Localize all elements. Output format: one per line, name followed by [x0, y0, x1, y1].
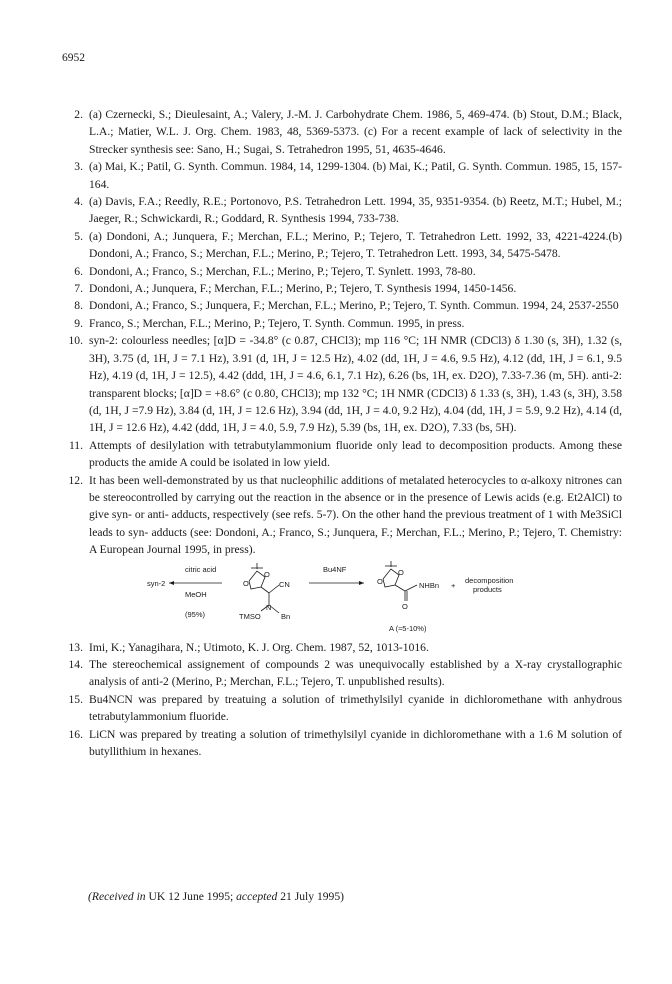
reference-item: [62, 726, 622, 761]
reference-item: [62, 691, 622, 726]
reference-item: [62, 332, 622, 436]
reference-item: [62, 656, 622, 691]
carbonyl-oxygen: O: [402, 601, 408, 611]
ring-oxygen-2: O: [243, 578, 249, 588]
reference-text: Dondoni, A.; Franco, S.; Junquera, F.; Merchan, F.L.; Merino, P.; Tejero, T. Synth. Commun. 1994, 24, 2537-2550: [89, 299, 619, 313]
received-prefix: (Received in: [88, 890, 149, 903]
reference-text: Dondoni, A.; Franco, S.; Merchan, F.L.; Merino, P.; Tejero, T. Synlett. 1993, 78-80.: [89, 264, 476, 278]
reference-text: Bu4NCN was prepared by treatuing a solution of trimethylsilyl cyanide in dichloromethane with anhydrous tetrabutylammonium fluoride.: [89, 692, 622, 724]
nitrogen-label: N: [266, 602, 272, 612]
reference-number: 15.: [68, 692, 83, 706]
reference-number: 12.: [68, 473, 83, 487]
accepted-label: accepted: [236, 890, 278, 903]
reference-number: 2.: [74, 108, 83, 121]
reference-item: [62, 315, 622, 332]
reference-text: Attempts of desilylation with tetrabutylammonium fluoride only lead to decomposition products. Among these products the amide A could be isolated in low yield.: [89, 438, 622, 470]
received-date: 12 June 1995;: [165, 890, 237, 903]
reference-item: [62, 106, 622, 158]
reference-item: [62, 437, 622, 472]
reference-text: (a) Mai, K.; Patil, G. Synth. Commun. 1984, 14, 1299-1304. (b) Mai, K.; Patil, G. Synth. Commun. 1985, 15, 157-164.: [89, 160, 622, 191]
reaction-scheme: [89, 559, 622, 639]
reference-text: syn-2: colourless needles; [α]D = -34.8° (c 0.87, CHCl3); mp 116 °C; 1H NMR (CDCl3) δ 1.30 (s, 3H), 1.32 (s, 3H), 3.75 (d, 1H, J = 7.1 Hz), 3.91 (d, 1H, J = 12.5 Hz), 4.02 (dd, 1H, J = 4.6, 9.5 Hz), 4.12 (dd, 1H, J = 6.1, 9.5 Hz), 4.19 (d, 1H, J = 12.5), 4.42 (ddd, 1H, J = 4.6, 6.1, 7.1 Hz), 6.26 (bs, 1H, ex. D2O), 7.33-7.36 (m, 5H). anti-2: transparent blocks; [α]D = +8.6° (c 0.80, CHCl3); mp 132 °C; 1H NMR (CDCl3) δ 1.33 (s, 3H), 1.43 (s, 3H), 3.58 (d, 1H, J =7.9 Hz), 3.84 (d, 1H, J = 12.6 Hz), 3.94 (dd, 1H, J = 4.0, 9.2 Hz), 4.04 (dd, 1H, J = 5.9, 9.2 Hz), 4.14 (d, 1H, J = 12.6 Hz), 4.42 (ddd, 1H, J = 4.0, 5.9, 7.9 Hz), 5.39 (bs, 1H, ex. D2O), 7.33 (bs, 5H).: [89, 334, 622, 435]
reference-item: [62, 639, 622, 656]
reference-number: 5.: [74, 229, 83, 243]
reference-item: [62, 263, 622, 280]
page-number: 6952: [62, 52, 85, 64]
reference-item: [62, 297, 622, 314]
reference-text: (a) Czernecki, S.; Dieulesaint, A.; Valery, J.-M. J. Carbohydrate Chem. 1986, 5, 469-474. (b) Stout, D.M.; Black, L.A.; Matier, W.L. J. Org. Chem. 1983, 48, 5369-5373. (c) For a recent example of lack of selectivity in the Strecker synthesis see: Sano, H.; Sugai, S. Tetrahedron 1995, 51, 4635-4646.: [89, 108, 622, 156]
reaction-scheme-graphic: [89, 559, 609, 639]
benzyl-label: Bn: [281, 611, 291, 621]
accepted-date: 21 July 1995): [277, 890, 344, 903]
reagent-bu4nf: Bu4NF: [323, 564, 347, 574]
reference-number: 13.: [68, 640, 83, 654]
arrow-head-icon: [169, 581, 174, 585]
reference-text: (a) Davis, F.A.; Reedly, R.E.; Portonovo, P.S. Tetrahedron Lett. 1994, 35, 9351-9354. (b) Reetz, M.T.; Hubel, M.; Jaeger, R.; Schwickardi, R.; Goddard, R. Synthesis 1994, 733-738.: [89, 195, 622, 226]
reference-item: [62, 158, 622, 193]
received-accepted-note: [88, 890, 344, 903]
reference-number: 3.: [74, 160, 83, 174]
reference-number: 10.: [68, 334, 83, 348]
nhbn-label: NHBn: [419, 580, 440, 590]
reference-number: 11.: [68, 438, 83, 452]
decomposition-label: decomposition: [465, 575, 514, 585]
reagent-methanol: MeOH: [185, 589, 207, 599]
reference-text: Dondoni, A.; Junquera, F.; Merchan, F.L.; Merino, P.; Tejero, T. Synthesis 1994, 1450-1456.: [89, 282, 517, 296]
reference-text: The stereochemical assignement of compounds 2 was unequivocally established by a X-ray crystallographic analysis of anti-2 (Merino, P.; Merchan, F.L.; Tejero, T. unpublished results).: [89, 657, 622, 689]
ring-oxygen: O: [264, 569, 270, 579]
reference-text: LiCN was prepared by treating a solution of trimethylsilyl cyanide in dichloromethane with a 1.6 M solution of butyllithium in hexanes.: [89, 727, 622, 758]
reference-number: 7.: [74, 282, 83, 296]
reference-text: Franco, S.; Merchan, F.L.; Merino, P.; Tejero, T. Synth. Commun. 1995, in press.: [89, 316, 465, 330]
arrow-head-icon: [359, 581, 364, 585]
scheme-left-label: syn-2: [147, 578, 166, 588]
reagent-citric-acid: citric acid: [185, 564, 217, 574]
reference-text: (a) Dondoni, A.; Junquera, F.; Merchan, F.L.; Merino, P.; Tejero, T. Tetrahedron Lett. 1992, 33, 4221-4224.(b) Dondoni, A.; Franco, S.; Merchan, F.L.; Merino, P.; Tejero, T. Tetrahedron Lett. 1993, 34, 5475-5478.: [89, 229, 622, 261]
nitrile-label: CN: [279, 579, 290, 589]
products-label: products: [473, 584, 502, 594]
reference-number: 4.: [74, 195, 83, 209]
reference-list: [62, 106, 622, 760]
reference-number: 9.: [74, 316, 83, 330]
reference-number: 6.: [74, 264, 83, 278]
reference-item: [62, 193, 622, 228]
reference-text: It has been well-demonstrated by us that nucleophilic additions of metalated heterocycles to α-alkoxy nitrones can be stereocontrolled by carrying out the reaction in the absence or in the presence of Lewis acids (e.g. Et2AlCl) to give syn- or anti- adducts, respectively (see refs. 5-7). On the other hand the previous treatment of 1 with Me3SiCl leads to syn- adducts (see: Dondoni, A.; Franco, S.; Junquera, F.; Merchan, F.L.; Merino, P.; Tejero, T. Chemistry: A European Journal 1995, in press).: [89, 473, 622, 557]
structure-product-a: [383, 561, 417, 601]
plus-sign: +: [451, 580, 456, 590]
reference-number: 16.: [68, 727, 83, 741]
product-a-yield: A (≈5-10%): [389, 623, 427, 633]
tmso-label: TMSO: [239, 611, 261, 621]
reference-item: [62, 228, 622, 263]
received-country: UK: [148, 890, 166, 903]
reference-text: Imi, K.; Yanagihara, N.; Utimoto, K. J. Org. Chem. 1987, 52, 1013-1016.: [89, 640, 429, 654]
reference-item: [62, 472, 622, 559]
reference-number: 8.: [74, 299, 83, 313]
reference-number: 14.: [68, 657, 83, 671]
reference-item: [62, 280, 622, 297]
ring-oxygen-4: O: [377, 576, 383, 586]
yield-left: (95%): [185, 609, 206, 619]
ring-oxygen-3: O: [398, 567, 404, 577]
